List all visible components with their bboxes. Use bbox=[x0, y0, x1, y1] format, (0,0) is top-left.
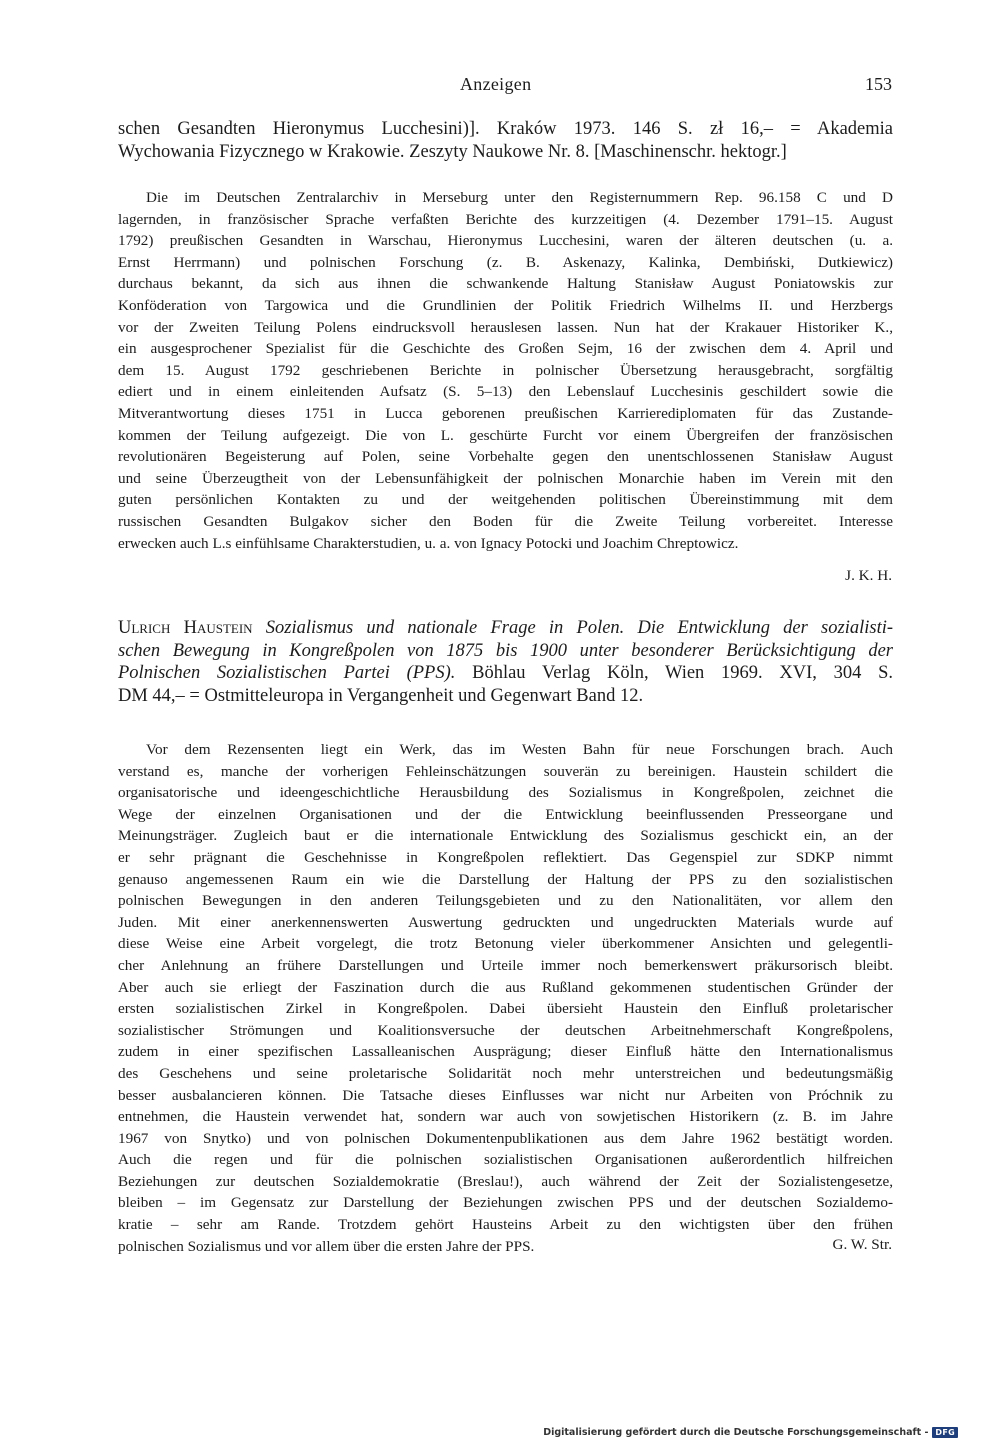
entry2-body-line: polnischen Sozialismus und vor allem über die ersten Jahre der PPS. bbox=[118, 1237, 535, 1255]
entry2-body-line: kratie – sehr am Rande. Trotzdem gehört Hausteins Arbeit zu den wichtigsten über den frühen bbox=[118, 1216, 893, 1234]
entry2-body-line: entnehmen, die Haustein verwendet hat, sondern war auch von sowjetischen Historikern (z. B. im Jahre bbox=[118, 1108, 893, 1126]
entry1-body-line: kommen der Teilung aufgezeigt. Die von L. geschürte Furcht vor einem Übergreifen der französischen bbox=[118, 426, 893, 444]
entry2-signature: G. W. Str. bbox=[832, 1236, 892, 1253]
entry2-body-line: organisatorische und ideengeschichtliche Herausbildung des Sozialismus in Kongreßpolen, zeichnet die bbox=[118, 784, 893, 802]
entry1-body-line: ein ausgesprochener Spezialist für die Geschichte des Großen Sejm, 16 der zwischen dem 4. April und bbox=[118, 340, 893, 358]
entry2-series-info: DM 44,– = Ostmitteleuropa in Vergangenheit und Gegenwart Band 12. bbox=[118, 685, 644, 706]
entry2-body-line: sozialistischer Strömungen und Koalitionsversuche der deutschen Arbeitnehmerschaft Kongreßpolens, bbox=[118, 1021, 893, 1039]
entry2-title-part: schen Bewegung in Kongreßpolen von 1875 bis 1900 unter besonderer Berücksichtigung der bbox=[118, 640, 893, 661]
entry1-heading-line: schen Gesandten Hieronymus Lucchesini)]. Kraków 1973. 146 S. zł 16,– = Akademia bbox=[118, 119, 893, 139]
entry2-body-line: cher Anlehnung an frühere Darstellungen und Urteile immer noch bemerkenswert präkursorisch bleibt. bbox=[118, 956, 893, 974]
entry2-body-line: des Geschehens und seine proletarische Solidarität noch mehr unterstreichen und bedeutungsmäßig bbox=[118, 1064, 893, 1082]
digitization-credit bbox=[543, 1427, 958, 1438]
entry2-title-part: Sozialismus und nationale Frage in Polen. Die Entwicklung der sozialisti- bbox=[265, 618, 894, 638]
running-header-section: Anzeigen bbox=[460, 74, 532, 94]
entry2-body-line: Auch die regen und für die polnischen sozialistischen Organisationen außerordentlich hilfreichen bbox=[118, 1151, 893, 1169]
entry2-body-line: polnischen Bewegungen in den anderen Teilungsgebieten und zu den Nationalitäten, vor allem den bbox=[118, 892, 893, 910]
entry2-body-line: 1967 von Snytko) und von polnischen Dokumentenpublikationen aus dem Jahre 1962 bestätigt worden. bbox=[118, 1129, 893, 1147]
entry2-title-part: Polnischen Sozialistischen Partei (PPS). bbox=[118, 663, 456, 683]
entry1-body-line: ediert und in einem einleitenden Aufsatz (S. 5–13) den Lebenslauf Lucchesinis geschildert sowie die bbox=[118, 383, 893, 401]
dfg-logo: DFG bbox=[932, 1427, 958, 1438]
entry1-heading-line: Wychowania Fizycznego w Krakowie. Zeszyty Naukowe Nr. 8. [Maschinenschr. hektogr.] bbox=[118, 141, 787, 162]
entry1-heading bbox=[118, 118, 893, 163]
entry2-heading bbox=[118, 617, 893, 707]
entry2-body-line: Beziehungen zur deutschen Sozialdemokratie (Breslau!), auch während der Zeit der Sozialistengesetze, bbox=[118, 1172, 893, 1190]
entry2-body-line: Meinungsträger. Zugleich baut er die internationale Entwicklung des Sozialismus geschickt ein, an der bbox=[118, 827, 893, 845]
entry1-body-line: russischen Gesandten Bulgakov sicher den Boden für die Zweite Teilung vorbereitet. Interesse bbox=[118, 512, 893, 530]
entry1-body-line: Die im Deutschen Zentralarchiv in Merseburg unter den Registernummern Rep. 96.158 C und D bbox=[146, 189, 893, 206]
digitization-credit-text: Digitalisierung gefördert durch die Deutsche Forschungsgemeinschaft - bbox=[543, 1427, 929, 1438]
entry1-body-line: Mitverantwortung dieses 1751 in Lucca geborenen preußischen Karrierediplomaten für das Zustande- bbox=[118, 404, 893, 422]
entry2-body-line: Aber auch sie erliegt der Faszination durch die aus Rußland gekommenen studentischen Gründer der bbox=[118, 978, 893, 996]
entry2-body-line: er sehr prägnant die Geschehnisse in Kongreßpolen reflektiert. Das Gegenspiel zur SDKP nimmt bbox=[118, 848, 893, 866]
entry2-body-line: zudem in einer spezifischen Lassalleanischen Ausprägung; dieser Einfluß hätte den Internationalismus bbox=[118, 1043, 893, 1061]
page-number: 153 bbox=[865, 74, 892, 94]
entry2-body-line: ersten sozialistischen Zirkel in Kongreßpolen. Dabei übersieht Haustein den Einfluß proletarischer bbox=[118, 1000, 893, 1018]
entry1-body-line: dem 15. August 1792 geschriebenen Berichte in polnischer Übersetzung herausgebracht, sorgfältig bbox=[118, 361, 893, 379]
entry1-body-line: und seine Überzeugtheit von der Lebensunfähigkeit der polnischen Monarchie haben im Verein mit den bbox=[118, 469, 893, 487]
entry1-body-line: 1792) preußischen Gesandten in Warschau, Hieronymus Lucchesini, waren der älteren deutschen (u. a. bbox=[118, 232, 893, 250]
entry2-body-line: besser ausbalancieren können. Die Tatsache dieses Einflusses war nicht nur Arbeiten von Próchnik zu bbox=[118, 1086, 893, 1104]
entry2-body-line: Juden. Mit einer anerkennenswerten Auswertung gedruckten und ungedruckten Materials wurde auf bbox=[118, 913, 893, 931]
entry2-body-line: bleiben – im Gegensatz zur Darstellung der Beziehungen zwischen PPS und der deutschen Sozialdemo- bbox=[118, 1194, 893, 1212]
entry2-body-line: genauso angemessenen Raum ein wie die Darstellung der Haltung der PPS zu den sozialistischen bbox=[118, 870, 893, 888]
entry1-body-line: revolutionären Begeisterung auf Polen, seine Vorbehalte gegen den unentschlossenen Stanisław August bbox=[118, 448, 893, 466]
entry1-body-line: vor der Zweiten Teilung Polens eindrucksvoll herauslesen lassen. Nun hat der Krakauer Historiker K., bbox=[118, 318, 893, 336]
entry2-author: Ulrich Haustein bbox=[118, 618, 253, 638]
entry1-review-body bbox=[118, 187, 893, 554]
entry2-body-line: diese Weise eine Arbeit vorgelegt, die trotz Betonung vieler überkommener Ansichten und gelegentli- bbox=[118, 935, 893, 953]
entry2-body-line: Wege der einzelnen Organisationen und der die Entwicklung beeinflussenden Presseorgane und bbox=[118, 805, 893, 823]
entry2-publisher-info: Böhlau Verlag Köln, Wien 1969. XVI, 304 S. bbox=[455, 663, 893, 683]
entry2-body-line: Vor dem Rezensenten liegt ein Werk, das im Westen Bahn für neue Forschungen brach. Auch bbox=[146, 741, 893, 758]
entry1-body-line: durchaus bekannt, da sich aus ihnen die schwankende Haltung Stanisław August Poniatowskis zur bbox=[118, 275, 893, 293]
entry2-review-body bbox=[118, 739, 893, 1257]
entry1-body-line: guten persönlichen Kontakten zu und der weitgehenden politischen Übereinstimmung mit dem bbox=[118, 491, 893, 509]
entry2-body-line: verstand es, manche der vorherigen Fehleinschätzungen souverän zu bereinigen. Haustein schildert die bbox=[118, 762, 893, 780]
entry1-signature: J. K. H. bbox=[845, 567, 892, 584]
entry1-body-line: Konföderation von Targowica und die Grundlinien der Politik Friedrich Wilhelms II. und Herzbergs bbox=[118, 296, 893, 314]
entry1-body-line: lagernden, in französischer Sprache verfaßten Berichte des kurzzeitigen (4. Dezember 1791–15. August bbox=[118, 210, 893, 228]
entry2-heading-line1 bbox=[118, 617, 893, 640]
entry1-body-line: erwecken auch L.s einfühlsame Charakterstudien, u. a. von Ignacy Potocki und Joachim Chreptowicz. bbox=[118, 534, 739, 552]
entry2-heading-line3 bbox=[118, 662, 893, 685]
entry1-body-line: Ernst Herrmann) und polnischen Forschung (z. B. Askenazy, Kalinka, Dembiński, Dutkiewicz) bbox=[118, 253, 893, 271]
